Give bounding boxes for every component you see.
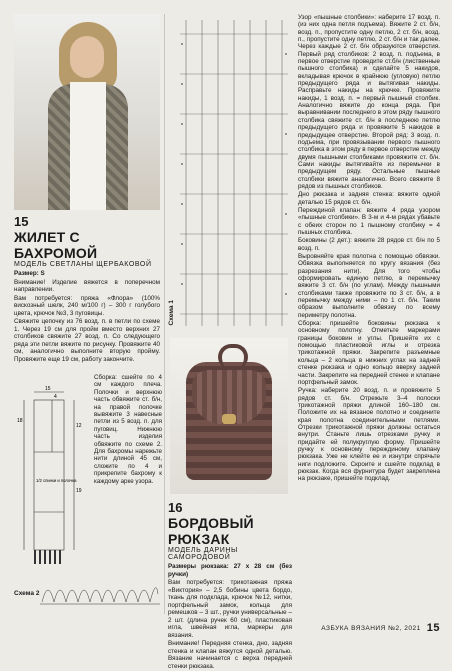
attention-note: Внимание! Изделие вяжется в поперечном направлении. [14, 278, 160, 293]
size-line: Размеры рюкзака: 27 х 28 см (без ручки) [168, 563, 292, 578]
backpack-clasp [222, 414, 236, 424]
project-designer: МОДЕЛЬ ДАРИНЫ САМОРОДОВОЙ [168, 547, 238, 561]
flap-paragraph: Переждиной клапан: вяжите 4 ряда узором «пышные столбики». В 3-м и 4-м рядах убавьте с обеих сторон по 1 пышному столбику = 4 пышных столбика. [298, 206, 440, 236]
project-16-text [168, 500, 292, 671]
backpack-handle [218, 344, 248, 370]
dim-19: 19 [76, 488, 82, 494]
pattern-paragraph: Узор «пышные столбики»: наберите 17 возд. п. (из них одна петля подъема). Вяжите 2 ст. б/н, возд. п., пропустите одну петлю, 2 ст. б/н, возд. п., пропустите одну петлю, 2 ст. б/н и так далее. Через каждые 2 ст. б/н образуются отверстия. Первый ряд столбиков: 2 возд. п. подъема, в первое отверстие проведите ст.б/н (лиственные пышного столбика) и сделайте 5 накидов, вкладывая крючок в крайнюю (угловую) петлю предыдущего ряда и вытягивая накиды. Расправьте накиды на крючке. Провяжите накиды, 1 возд. п. = первый пышный столбик. Аналогично вяжите до конца ряда. При выравнивании последнего в этом ряду пышного столбика свяжите ст. б/н в последнюю петлю предыдущего ряда и провяжите 5 накидов в предыдущее отверстие. Второй ряд: 3 возд. п. подъема, при провязывании первого пышного столбика в этом ряду в первое отверстие между двумя пышными столбиками провяжите ст. б/н. Сами накиды вытягивайте из перемычки в предыдущем ряду. Остальные пышные столбики вяжите аналогично. Всего свяжите 8 рядов из пышных столбиков. [298, 14, 440, 190]
column-divider [164, 14, 165, 614]
dim-4: 4 [54, 394, 57, 400]
scheme-2-chart [40, 574, 160, 608]
project-title: БОРДОВЫЙ РЮКЗАК [168, 515, 254, 547]
dim-15: 15 [45, 386, 51, 392]
project-number: 15 [14, 214, 29, 229]
bottom-paragraph: Дно рюкзака и задняя стенка: вяжите одной деталью 15 рядов ст. б/н. [298, 191, 440, 206]
dim-18: 18 [17, 418, 23, 424]
backpack [186, 362, 272, 480]
diagram-half-label: 1/2 спинки и полочка [36, 478, 77, 483]
handle-paragraph: Ручка: наберите 20 возд. п. и провяжите 5 рядов ст. б/н. Отрежьте 3–4 полоски трикотажной пряжи длиной 160–180 см. Положите их на вязаное полотно и соедините края полотна соединительными петлями. Отрезки трикотажной пряжи должны остаться внутри. Станьте лишь отрезками ручку и придайте ей полукруглую форму. Пришейте ручку к основному переждиному клапану рюкзака. Уже не клейте ее и изнутри спрячьте ниги подложите. Скроите и сшейте подклад в рюкзак. Когда вся фурнитура будет закреплена на рюкзаке, пришейте подклад. [298, 387, 440, 483]
edging-paragraph: Выровняйте края полотна с помощью обвязки. Обвязка выполняется по кругу вязания (без разрезания нити). Для того чтобы сформировать единую петлю, в перемычку вяжите 3 ст. б/н (по углам). Между пышными столбиками также провяжите по 3 ст. б/н, а в перемычку между ними – по 1 ст. б/н. Таким образом выполните обвязку по всему периметру полотна. [298, 253, 440, 319]
model-shirt [70, 82, 106, 210]
backpack-photo [170, 338, 288, 494]
diagram-outline [34, 400, 64, 550]
page-footer [298, 620, 440, 636]
dim-12: 12 [76, 423, 82, 429]
scheme-1-label: Схема 1 [168, 300, 175, 326]
project-designer: МОДЕЛЬ СВЕТЛАНЫ ЩЕРБАКОВОЙ [14, 261, 152, 268]
assembly-paragraph: Сборка: пришейте боковины рюкзака к основному полотну. Отметьте маркерами границы боковин и углы. Пришейте их с помощью пластиковой иглы и отрезка трикотажной пряжи. Закрепите разъемные кольца – 2 кольца в нижних углах на задней стенке рюкзака и одно кольцо вверху задней части. Закрепите на передней стенке и клапане портфельный замок. [298, 320, 440, 386]
assembly-text [94, 374, 162, 486]
scheme-2-label: Схема 2 [14, 590, 40, 597]
project-title: ЖИЛЕТ С БАХРОМОЙ [14, 229, 98, 261]
instructions-paragraph: Свяжите цепочку из 76 возд. п. в петли по схеме 1. Через 19 см для пройм вместо верхних 27 столбиков свяжите 27 возд. п. Со следующего ряда эти петли вяжите по рисунку. Провяжите 40 см, аналогично выполните вторую пройму. Провяжите еще 19 см, работу закончите. [14, 318, 160, 363]
project-number: 16 [168, 500, 183, 515]
materials-list: Вам потребуется: трикотажная пряжа «Виктория» – 2,5 бобины цвета бордо, ткань для подклада, крючок №12, нитки, портфельный замок, кольца для ремешков – 3 шт., ручки универсальные – 2 шт. (длина ручек 60 см), пластиковая игла, швейная игла, маркеры для вязания. [168, 579, 292, 639]
scheme-1-chart [168, 14, 296, 332]
project-16-instructions [298, 14, 440, 484]
model-face [70, 36, 104, 78]
attention-note: Внимание! Передняя стенка, дно, задняя стенка и клапан вяжутся одной деталью. Вязание начинается с верха передней стенки рюкзака. [168, 640, 292, 670]
materials-list: Вам потребуется: пряжа «Флора» (100% вискозный шелк, 240 м/100 г) – 300 г голубого цвета, крючок №3, 3 пуговицы. [14, 294, 160, 317]
page-number: 15 [426, 622, 440, 634]
project-15-text [14, 214, 160, 364]
sides-paragraph: Боковины (2 дет.): вяжите 28 рядов ст. б/н по 5 возд. п. [298, 237, 440, 252]
size-line: Размер: S [14, 270, 45, 277]
magazine-name: АЗБУКА ВЯЗАНИЯ №2, 2021 [321, 624, 421, 632]
vest-photo [14, 14, 160, 210]
vest-pattern-diagram [14, 382, 94, 568]
assembly-paragraph: Сборка: сшейте по 4 см каждого плеча. Полочки и верхнюю часть обвяжите ст. б/н, на правой полочке вывяжите 3 навесные петли из 5 возд. п. для пуговиц. Нижнюю часть изделия обвяжите по схеме 2. Для бахромы нарежьте нити длиной 45 см, сложите по 4 и прикрепите бахрому к каждому арке узора. [94, 374, 162, 485]
